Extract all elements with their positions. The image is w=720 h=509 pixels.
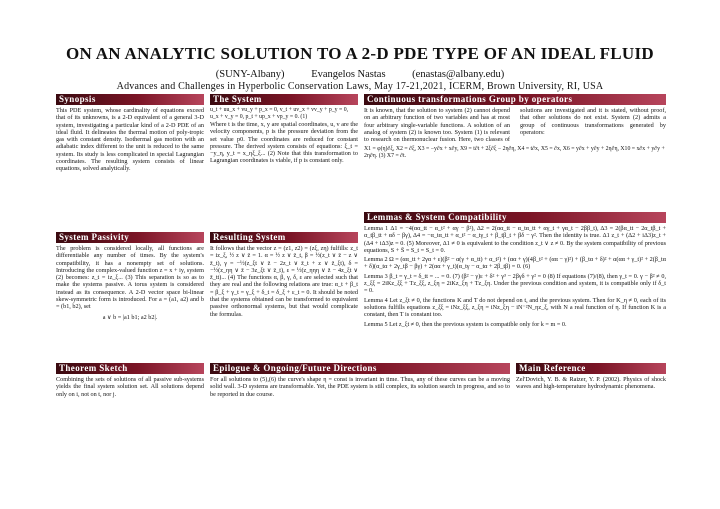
system-equations: u_t + uu_x + vu_y + p_x = 0, v_t + uv_x + vv_y + p_y = 0, u_x + v_y = 0, p_t + up_x + vp_y = 0. (1) bbox=[210, 107, 349, 120]
reference-heading: Main Reference bbox=[516, 363, 666, 374]
theorem-section bbox=[56, 363, 204, 398]
synopsis-heading: Synopsis bbox=[56, 94, 204, 105]
author-line bbox=[0, 69, 720, 80]
passivity-formula: a ∨ b = |a1 b1; a2 b2|. bbox=[102, 313, 158, 321]
reference-body: Zel'Dovich, Y. B. & Raizer, Y. P. (2002). Physics of shock waves and high-temperature hydrodynamic phenomena. bbox=[516, 376, 666, 391]
epilogue-section bbox=[210, 363, 510, 398]
theorem-body: Combining the sets of solutions of all passive sub-systems yields the final system solution set. All solutions depend only on i, not on t, nor j. bbox=[56, 376, 204, 398]
lemma-3: Lemma 3 β_t = γ_t = δ_tt = ... = 0. (7) (β² − γ)ε + δ² + γ³ − 2βγδ + γ² = 0 (8) If equations (7)/(8), then γ_t = 0. γ − β² ≠ 0, z_ξξ = 2iKz_ξξ + Tz_ξξ, z_ξη = 2iKz_ξη + Tz_ξη. Under the previous condition and system, it is compatible only if δ_t = 0. bbox=[364, 272, 666, 295]
conference-line: Advances and Challenges in Hyperbolic Conservation Laws, May 17-21,2021, ICERM, Brown University, RI, USA bbox=[116, 81, 604, 92]
passivity-section bbox=[56, 232, 204, 321]
epilogue-body: For all solutions to (5),(6) the curve's shape η = const is invariant in time. Thus, any of these curves can be a moving solid wall. 3-D systems are transformable. Yet, the PDE system is still complex, its solution search in progress, and so to be reported in due course. bbox=[210, 376, 510, 398]
lemma-2: Lemma 2 Ω = (αα_tt + 2γα + ε)(β² − α(γ + α_tt) + α_t²) + (αα + γ)(4β_t² + (αα − γ)²) + (β_tα + δ)² + α(αα + γ_t)² + 2(β_tα + δ)(α_tα + 2γ_tβ − βγ) + 2(αα + γ_t)(α_tγ − α_tα + 2β_tβ) = 0. (6) bbox=[364, 256, 666, 271]
transformations-body: It is known, that the solution to system (2) cannot depend on an arbitrary function of two variables and has at most four arbitrary single-variable functions. A solution of an analog of system (2) is known too. System (1) is relevant to research on thermonuclear fusion. Here, two classes of solutions are investigated and it is stated, without proof, that other solutions do not exist. System (2) admits a group of continuous transformations generated by operators: bbox=[364, 107, 666, 144]
affiliation: (SUNY-Albany) bbox=[215, 69, 285, 80]
system-section bbox=[210, 94, 358, 165]
transformations-heading: Continuous transformations Group by operators bbox=[364, 94, 666, 105]
theorem-heading: Theorem Sketch bbox=[56, 363, 204, 374]
poster-title: ON AN ANALYTIC SOLUTION TO A 2-D PDE TYPE OF AN IDEAL FLUID bbox=[66, 44, 654, 63]
lemmas-heading: Lemmas & System Compatibility bbox=[364, 212, 666, 223]
author-name: Evangelos Nastas bbox=[311, 69, 386, 80]
transformations-section bbox=[364, 94, 666, 160]
lemmas-section bbox=[364, 212, 666, 328]
lemma-4: Lemma 4 Let z_ξt ≠ 0, the functions K and T do not depend on t, and the previous system. Then for K_η ≠ 0, each of its solutions fulfills equations z_ξξ = iNz_ξξ, z_ξη = iNz_ξη − iN⁻²N_ηz_ξ, with N a real function of η. If function K is a constant, then T is constant too. bbox=[364, 296, 666, 319]
synopsis-section bbox=[56, 94, 204, 173]
resulting-heading: Resulting System bbox=[210, 232, 358, 243]
lemma-1: Lemma 1 Δ1 = −4(αα_tt − α_t² + αγ − β²), Δ2 = 2(αα_tt − α_tα_tt + αγ_t + γα_t − 2ββ_t), Δ3 = 2(βα_tt − 2α_tβ_t + α_tβ_tt + αδ − βγ), Δ4 = −α_tα_tt + α_t² − α_tγ_t + β_tβ_t + βδ − γ². Then the identity is true. Δ1 z_t + (Δ2 + iΔ3)z_t + (Δ4 + iΔ3)z = 0. (5) Moreover, Δ1 ≠ 0 is equivalent to the condition z_t ∨ z ≠ 0. By the system compatibility of previous equations, S + S̄ = S_t = S_t = 0. bbox=[364, 225, 666, 254]
system-body: Where t is the time, x, y are spatial coordinates, u, v are the velocity components, p is the pressure deviation from the set value p0. The coordinates are reduced for constant pressure. The derived system consists of equations: ξ_t = −y_η, y_t = x_ηξ_ξ... (2) Note that this transformation to Lagrangian coordinates is viable, if p is constant only. bbox=[210, 121, 358, 165]
resulting-section bbox=[210, 232, 358, 318]
system-heading: The System bbox=[210, 94, 358, 105]
passivity-heading: System Passivity bbox=[56, 232, 204, 243]
operators: X1 = φ(η)∂ξ, X2 = ∂ξ, X3 = −y∂x + x∂y, X9 = t∂t + 2ξ∂ξ − 2η∂η, X4 = t∂x, X5 = ∂x, X6 = y∂x + y∂y + 2η∂η, X10 = x∂x + y∂y + 2η∂η. (3) X7 = ∂t. bbox=[364, 146, 665, 160]
epilogue-heading: Epilogue & Ongoing/Future Directions bbox=[210, 363, 510, 374]
author-email: (enastas@albany.edu) bbox=[412, 69, 505, 80]
resulting-body: It follows that the vector z = (z1, z2) = (zξ, zη) fulfills: z_t = iz_ξ, ½ z ∨ z̄ = 1. α = ½ z ∨ z̄_t, β = ½(z_t ∨ z̄ − z ∨ z̄_t), γ = −½(z_ξt ∨ z̄ − 2z_t ∨ z̄_t + z ∨ z̄_ξt), δ = −½(z_ηη ∨ z̄ − 3z_ξt ∨ z̄_t), ε = ½(z_ηηη ∨ z̄ − 4z_ξt ∨ z̄_tt)... (4) The functions α, β, γ, δ, ε are selected such that they are real and the following relations are true: α_t + β_t = β_ξ + γ_t = γ_ξ + δ_t = δ_ξ + ε_t = 0. It should be noted that the systems obtained can be transformed to equivalent passive orthonormal systems, but that would complicate the formulas. bbox=[210, 245, 358, 318]
reference-section bbox=[516, 363, 666, 391]
passivity-body: The problem is considered locally, all functions are differentiable any number of times. By the system's compatibility, it has a nonempty set of solutions. Introducing the complex-valued function z = x + iy, system (2) becomes: z_t = iz_ξ... (3) This separation is so as to make the systems passive. A torus system is considered instead as its consequence. A 2-D vector space bi-linear skew-symmetric form is introduced. For a = (a1, a2) and b = (b1, b2), set bbox=[56, 245, 204, 311]
synopsis-body: This PDE system, whose cardinality of equations exceed that of its unknowns, is a 2-D equivalent of a general 3-D system, investigating a particular kind of a 2-D PDE of an ideal fluid. It delineates the thermal motion of poly-tropic gas with constant density. Isothermal gas motion with an adiabatic index different to the unit is reduced to the same system. Its study is less complicated in special Lagrangian coordinates. The resulting system consists of linear equations, solved analytically. bbox=[56, 107, 204, 173]
lemma-5: Lemma 5 Let z_ξt ≠ 0, then the previous system is compatible only for k = m = 0. bbox=[364, 320, 567, 328]
